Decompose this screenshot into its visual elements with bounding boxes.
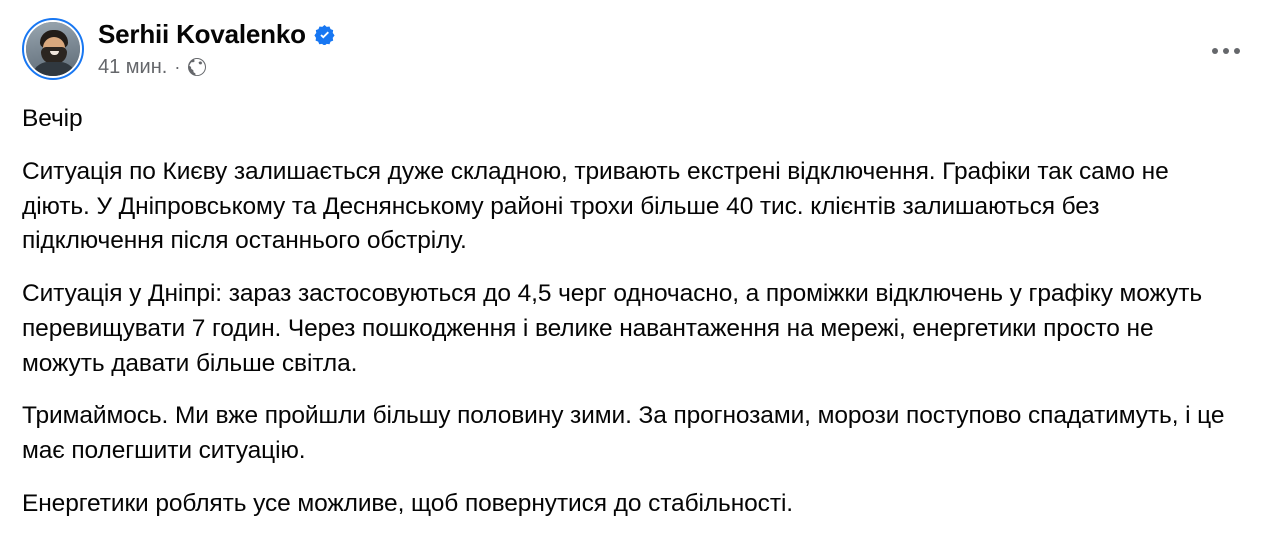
avatar-photo [26,22,80,76]
more-options-icon[interactable] [1206,38,1246,64]
avatar[interactable] [22,18,84,80]
avatar-torso [32,62,76,76]
author-row [98,20,335,50]
more-dot [1223,48,1229,54]
more-dot [1212,48,1218,54]
post-header [22,18,1240,80]
post-text [22,102,1240,522]
author-name[interactable]: Serhii Kovalenko [98,19,306,49]
post-text-paragraph-2: Ситуація у Дніпрі: зараз застосовуються до 4,5 черг одночасно, а проміжки відключень у графіку можуть перевищувати 7 годин. Через пошкодження і велике навантаження на мережі, енергетики просто не можуть давати більше світла. [22,280,1203,377]
post-header-text [98,18,335,79]
post-text-paragraph-1: Ситуація по Києву залишається дуже складною, тривають екстрені відключення. Графіки так само не діють. У Дніпровському та Деснянському районі трохи більше 40 тис. клієнтів залишаються без підключення після останнього обстрілу. [22,157,1169,255]
globe-icon[interactable] [187,57,207,77]
post-timestamp[interactable]: 41 мин. [98,55,168,78]
meta-separator: · [174,56,181,77]
post-text-line-1: Вечір [22,105,83,132]
post-text-paragraph-3: Тримаймось. Ми вже пройшли більшу половину зими. За прогнозами, морози поступово спадатимуть, і це має полегшити ситуацію. [22,402,1225,465]
post-meta [98,56,335,79]
verified-badge-icon [314,24,335,45]
post-text-paragraph-4: Енергетики роблять усе можливе, щоб повернутися до стабільності. [22,490,793,518]
more-dot [1234,48,1240,54]
